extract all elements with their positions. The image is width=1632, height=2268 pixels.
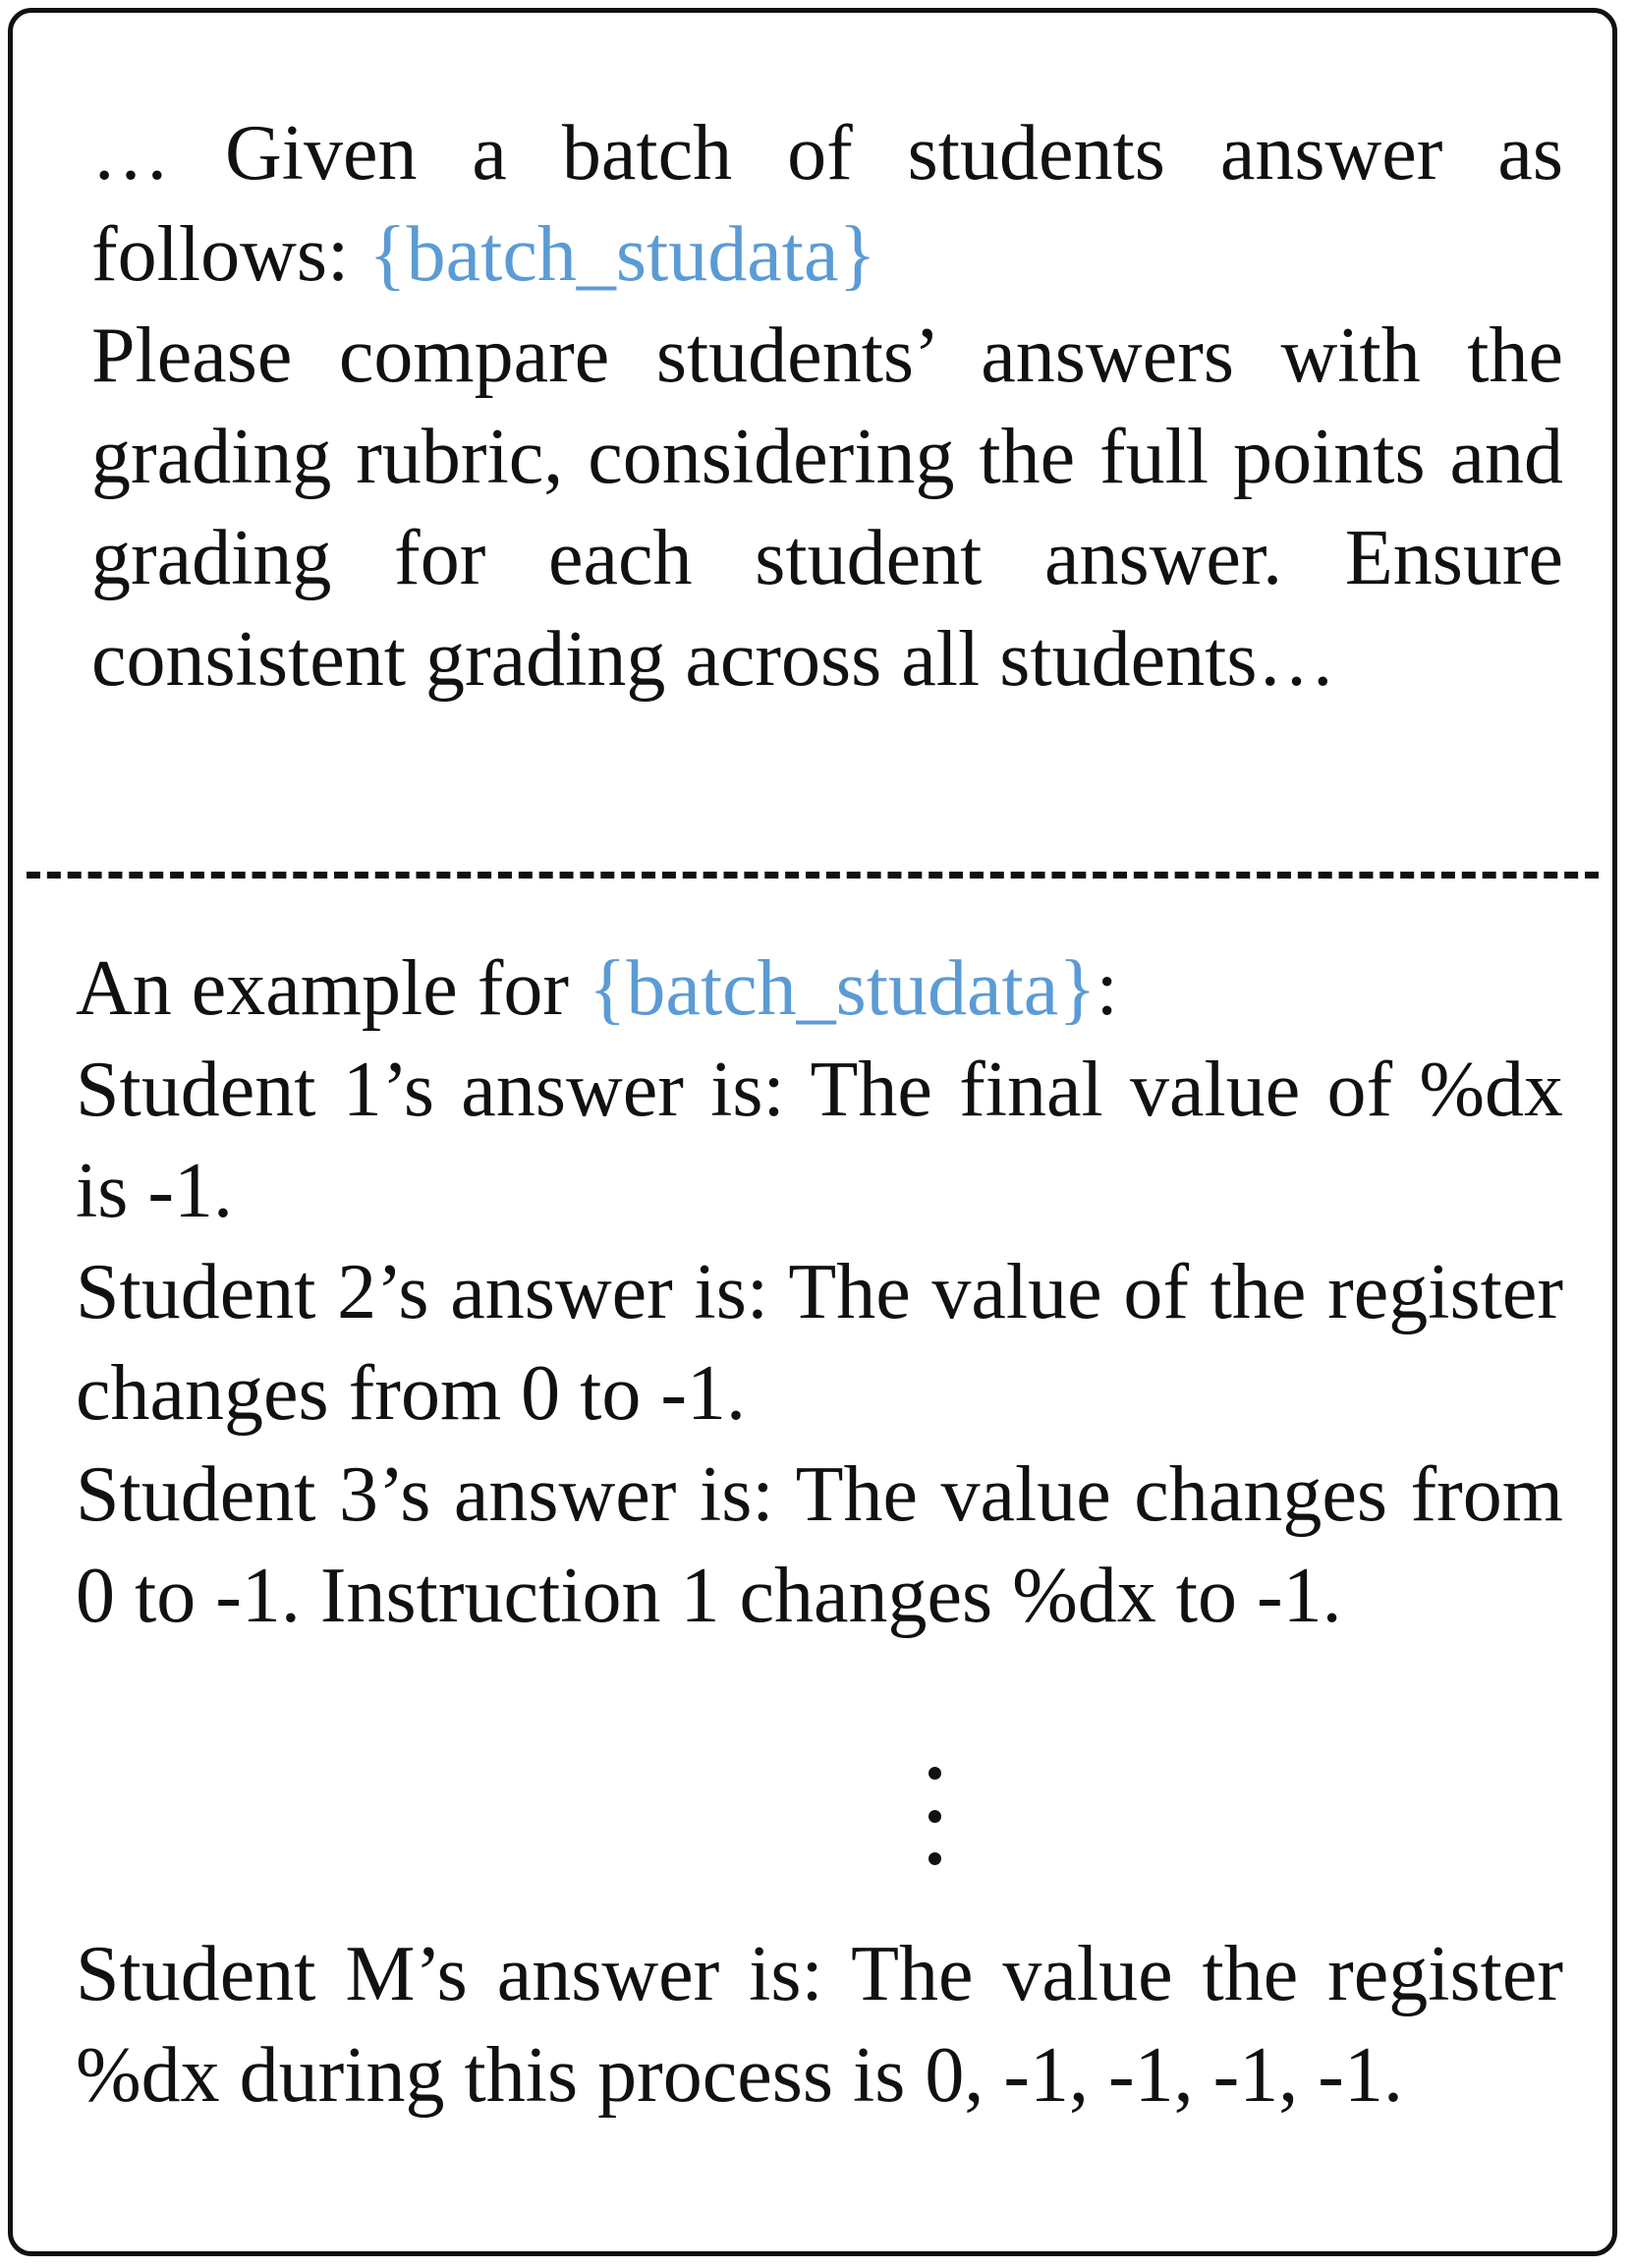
student-answer-2: Student 2’s answer is: The value of the register changes from 0 to -1. bbox=[76, 1249, 1563, 1437]
ellipsis-dot bbox=[929, 1767, 941, 1780]
student-answer-1: Student 1’s answer is: The final value of %dx is -1. bbox=[76, 1047, 1563, 1234]
prompt-frame bbox=[8, 8, 1617, 2256]
prompt-section bbox=[91, 103, 1563, 710]
prompt-intro bbox=[91, 103, 1563, 306]
batch-studata-placeholder: {batch_studata} bbox=[368, 211, 876, 298]
student-answer-m: Student M’s answer is: The value the register %dx during this process is 0, -1, -1, -1, -1. bbox=[76, 1931, 1563, 2119]
dashed-divider bbox=[27, 872, 1599, 879]
prompt-instruction: Please compare students’ answers with the grading rubric, considering the full points and grading for each student answer. Ensure consistent grading across all students… bbox=[91, 312, 1563, 703]
example-heading-colon: : bbox=[1096, 945, 1118, 1032]
ellipsis-dot bbox=[929, 1810, 941, 1823]
vertical-ellipsis-icon bbox=[925, 1767, 944, 1865]
example-section bbox=[76, 938, 1563, 1647]
example-heading-text: An example for bbox=[76, 945, 590, 1032]
example-placeholder: {batch_studata} bbox=[589, 945, 1097, 1032]
last-answer-section bbox=[76, 1924, 1563, 2126]
example-heading bbox=[76, 938, 1563, 1040]
ellipsis-dot bbox=[929, 1852, 941, 1865]
prompt-intro-text: … Given a batch of students answer as follows: bbox=[91, 110, 1563, 298]
student-answer-3: Student 3’s answer is: The value changes from 0 to -1. Instruction 1 changes %dx to -1. bbox=[76, 1451, 1563, 1639]
